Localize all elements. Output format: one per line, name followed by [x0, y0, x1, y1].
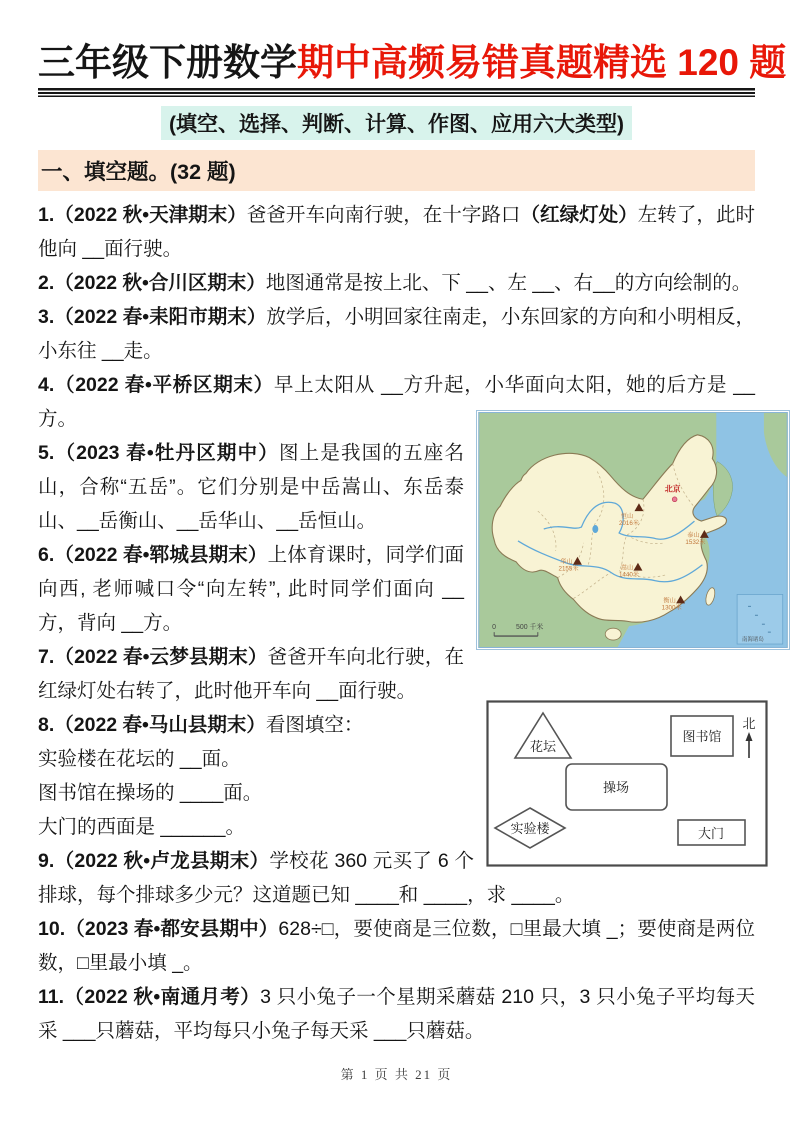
campus-map-figure [486, 700, 768, 867]
campus-diagram [486, 700, 768, 867]
question-4: 4.（2022 春•平桥区期末）早上太阳从 __方升起，小华面向太阳，她的后方是 __方。 [38, 374, 756, 431]
beijing-label: 北京 [664, 484, 681, 494]
question-8-line-1: 实验楼在花坛的 __面。 [38, 748, 241, 771]
flower-bed-label: 花坛 [529, 739, 557, 755]
gate-label: 大门 [697, 826, 725, 842]
question-5: 5.（2023 春•牡丹区期中）图上是我国的五座名山，合称“五岳”。它们分别是中岳嵩山、东岳泰山、__岳衡山、__岳华山、__岳恒山。 [38, 442, 464, 533]
mountain-label: 泰山 1532米 [685, 532, 706, 547]
question-8-line-2: 图书馆在操场的 ____面。 [38, 782, 263, 805]
map-lake [592, 525, 598, 533]
china-map-figure [476, 410, 790, 650]
page-number-footer: 第 1 页 共 21 页 [340, 1067, 453, 1083]
question-2: 2.（2022 秋•合川区期末）地图通常是按上北、下 __、左 __、右__的方向绘制的。 [38, 272, 752, 295]
map-inset-south-china-sea [737, 595, 783, 645]
mountain-label: 衡山 1300米 [661, 597, 682, 612]
subtitle-row [38, 106, 755, 140]
lab-building-label: 实验楼 [510, 821, 550, 837]
title-red-part: 期中高频易错真题精选 120 题 [297, 42, 787, 83]
title-black-part: 三年级下册数学 [38, 42, 297, 83]
question-8-line-3: 大门的西面是 ______。 [38, 816, 245, 839]
page-title [38, 42, 787, 83]
question-9: 9.（2022 秋•卢龙县期末）学校花 360 元买了 6 个排球，每个排球多少元？这道题已知 ____和 ____，求 ____。 [38, 850, 575, 907]
mountain-label: 嵩山 1440米 [618, 565, 640, 580]
question-8: 8.（2022 春•马山县期末）看图填空： [38, 714, 364, 737]
svg-text:北: 北 [742, 716, 756, 732]
mountain-label: 恒山 2016米 [618, 513, 640, 528]
question-10: 10.（2023 春•都安县期中）628÷□，要使商是三位数，□里最大填 _；要使商是两位数，□里最小填 _。 [38, 918, 755, 975]
inset-label: 南海诸岛 [742, 637, 764, 644]
svg-text:500 千米: 500 千米 [515, 624, 544, 632]
map-hainan-island [605, 629, 621, 641]
question-1: 1.（2022 秋•天津期末）爸爸开车向南行驶，在十字路口（红绿灯处）左转了，此时他向 __面行驶。 [38, 204, 755, 261]
title-divider [38, 88, 755, 97]
china-map [478, 412, 788, 648]
mountain-label: 华山 2155米 [558, 559, 579, 574]
playground-label: 操场 [602, 780, 630, 796]
question-11: 11.（2022 秋•南通月考）3 只小兔子一个星期采蘑菇 210 只，3 只小兔子平均每天采 ___只蘑菇，平均每只小兔子每天采 ___只蘑菇。 [38, 986, 755, 1043]
section-heading: 一、填空题。(32 题) [38, 150, 755, 191]
svg-text:0: 0 [492, 624, 497, 632]
beijing-marker-icon [672, 497, 677, 502]
subtitle-highlight: (填空、选择、判断、计算、作图、应用六大类型) [161, 106, 632, 140]
library-label: 图书馆 [682, 729, 722, 745]
question-3: 3.（2022 春•耒阳市期末）放学后，小明回家往南走，小东回家的方向和小明相反，小东往 __走。 [38, 306, 755, 363]
question-7: 7.（2022 春•云梦县期末）爸爸开车向北行驶，在红绿灯处右转了，此时他开车向 __面行驶。 [38, 646, 464, 703]
questions-area [38, 198, 764, 1048]
question-6: 6.（2022 春•郓城县期末）上体育课时，同学们面向西, 老师喊口令“向左转”, 此时同学们面向 __方，背向 __方。 [38, 544, 464, 635]
